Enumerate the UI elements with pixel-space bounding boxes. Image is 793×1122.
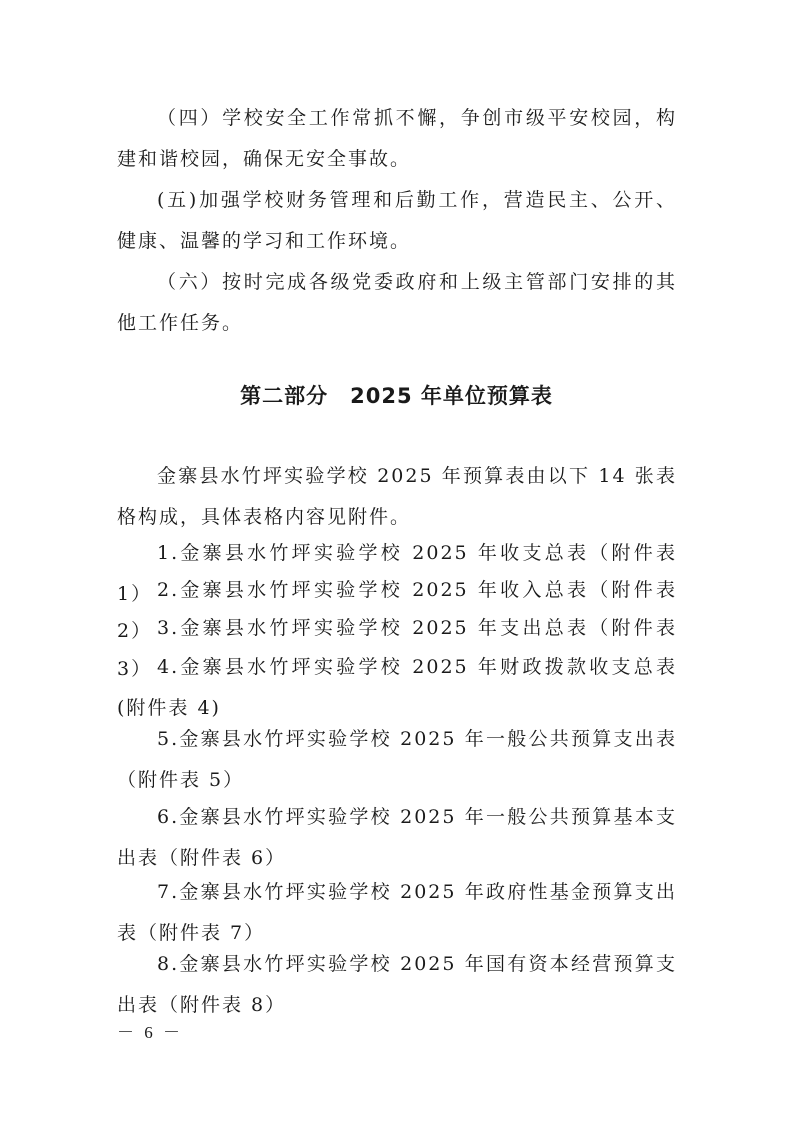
list-item-3: 3.金寨县水竹坪实验学校 2025 年支出总表（附件表 3）	[117, 617, 677, 680]
list-item-6: 6.金寨县水竹坪实验学校 2025 年一般公共预算基本支出表（附件表 6）	[117, 806, 677, 869]
list-item-7: 7.金寨县水竹坪实验学校 2025 年政府性基金预算支出表（附件表 7）	[117, 881, 677, 944]
list-item-1: 1.金寨县水竹坪实验学校 2025 年收支总表（附件表 1）	[117, 542, 677, 605]
paragraph-item-4: （四）学校安全工作常抓不懈，争创市级平安校园，构建和谐校园，确保无安全事故。	[117, 107, 677, 170]
intro-paragraph: 金寨县水竹坪实验学校 2025 年预算表由以下 14 张表格构成，具体表格内容见附件。	[117, 465, 677, 528]
list-item-5: 5.金寨县水竹坪实验学校 2025 年一般公共预算支出表（附件表 5）	[117, 728, 677, 791]
page-number: － 6 －	[117, 1023, 183, 1042]
list-item-2: 2.金寨县水竹坪实验学校 2025 年收入总表（附件表 2）	[117, 579, 677, 642]
paragraph-item-6: （六）按时完成各级党委政府和上级主管部门安排的其他工作任务。	[117, 271, 677, 334]
paragraph-item-5: (五)加强学校财务管理和后勤工作，营造民主、公开、健康、温馨的学习和工作环境。	[117, 189, 677, 252]
section-heading: 第二部分 2025 年单位预算表	[240, 384, 553, 408]
list-item-8: 8.金寨县水竹坪实验学校 2025 年国有资本经营预算支出表（附件表 8）	[117, 953, 677, 1016]
list-item-4: 4.金寨县水竹坪实验学校 2025 年财政拨款收支总表(附件表 4)	[117, 656, 677, 719]
